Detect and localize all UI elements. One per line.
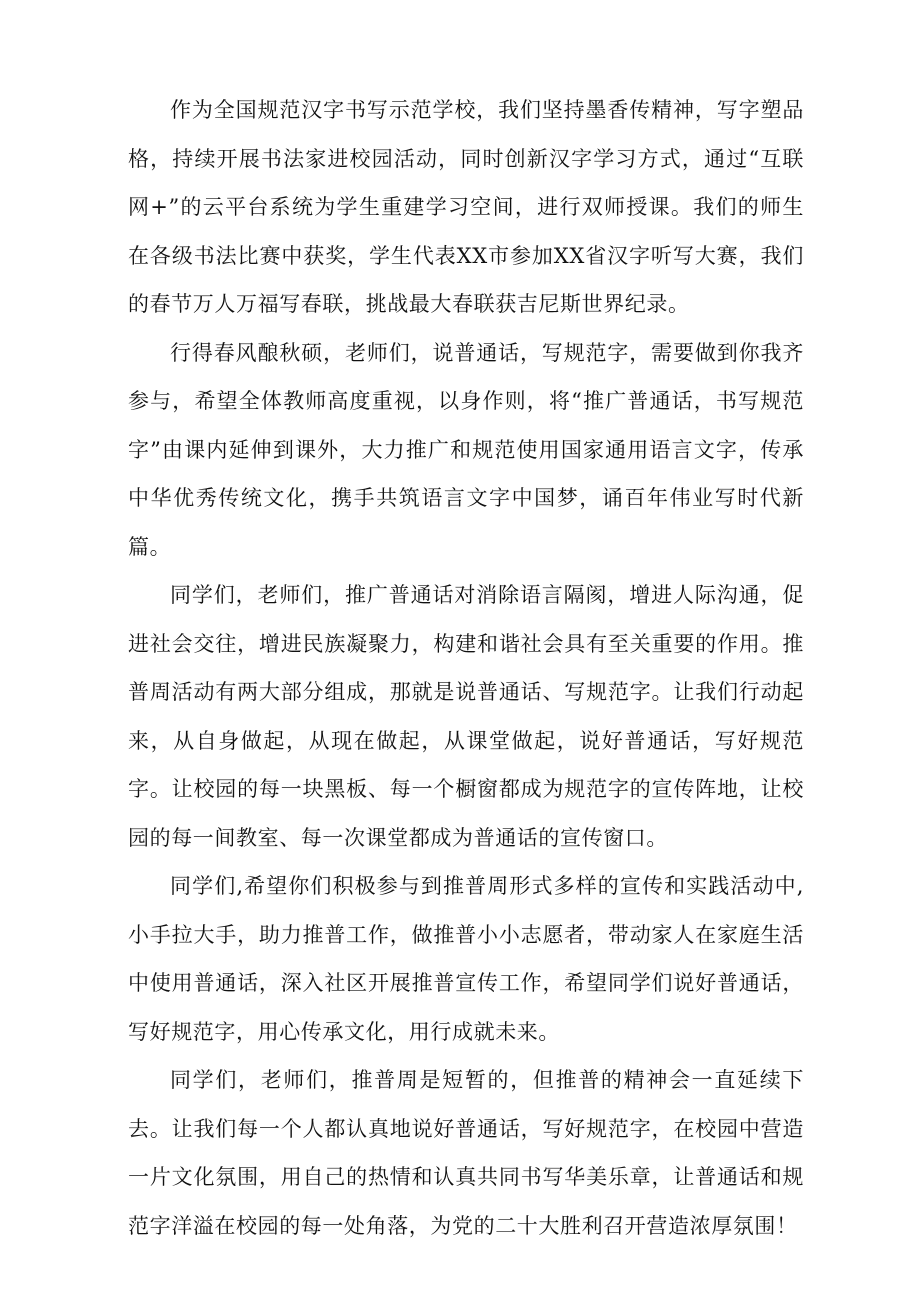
paragraph-4: 同学们,希望你们积极参与到推普周形式多样的宣传和实践活动中,小手拉大手，助力推普工作，做推普小小志愿者，带动家人在家庭生活中使用普通话，深入社区开展推普宣传工作，希望同学们说好普通话，写好规范字，用心传承文化，用行成就未来。 (128, 874, 804, 1044)
paragraph-5: 同学们，老师们，推普周是短暂的，但推普的精神会一直延续下去。让我们每一个人都认真地说好普通话，写好规范字，在校园中营造一片文化氛围，用自己的热情和认真共同书写华美乐章，让普通话和规范字洋溢在校园的每一处角落，为党的二十大胜利召开营造浓厚氛围！ (128, 1068, 804, 1238)
document-body (128, 86, 804, 1250)
paragraph-1: 作为全国规范汉字书写示范学校，我们坚持墨香传精神，写字塑品格，持续开展书法家进校园活动，同时创新汉字学习方式，通过“互联网+”的云平台系统为学生重建学习空间，进行双师授课。我们的师生在各级书法比赛中获奖，学生代表XX市参加XX省汉字听写大赛，我们的春节万人万福写春联，挑战最大春联获吉尼斯世界纪录。 (128, 98, 804, 316)
paragraph-2: 行得春风酿秋硕，老师们，说普通话，写规范字，需要做到你我齐参与，希望全体教师高度重视，以身作则，将“推广普通话，书写规范字”由课内延伸到课外，大力推广和规范使用国家通用语言文字，传承中华优秀传统文化，携手共筑语言文字中国梦，诵百年伟业写时代新篇。 (128, 340, 804, 559)
paragraph-3: 同学们，老师们，推广普通话对消除语言隔阂，增进人际沟通，促进社会交往，增进民族凝聚力，构建和谐社会具有至关重要的作用。推普周活动有两大部分组成，那就是说普通话、写规范字。让我们行动起来，从自身做起，从现在做起，从课堂做起，说好普通话，写好规范字。让校园的每一块黑板、每一个橱窗都成为规范字的宣传阵地，让校园的每一间教室、每一次课堂都成为普通话的宣传窗口。 (128, 583, 804, 850)
